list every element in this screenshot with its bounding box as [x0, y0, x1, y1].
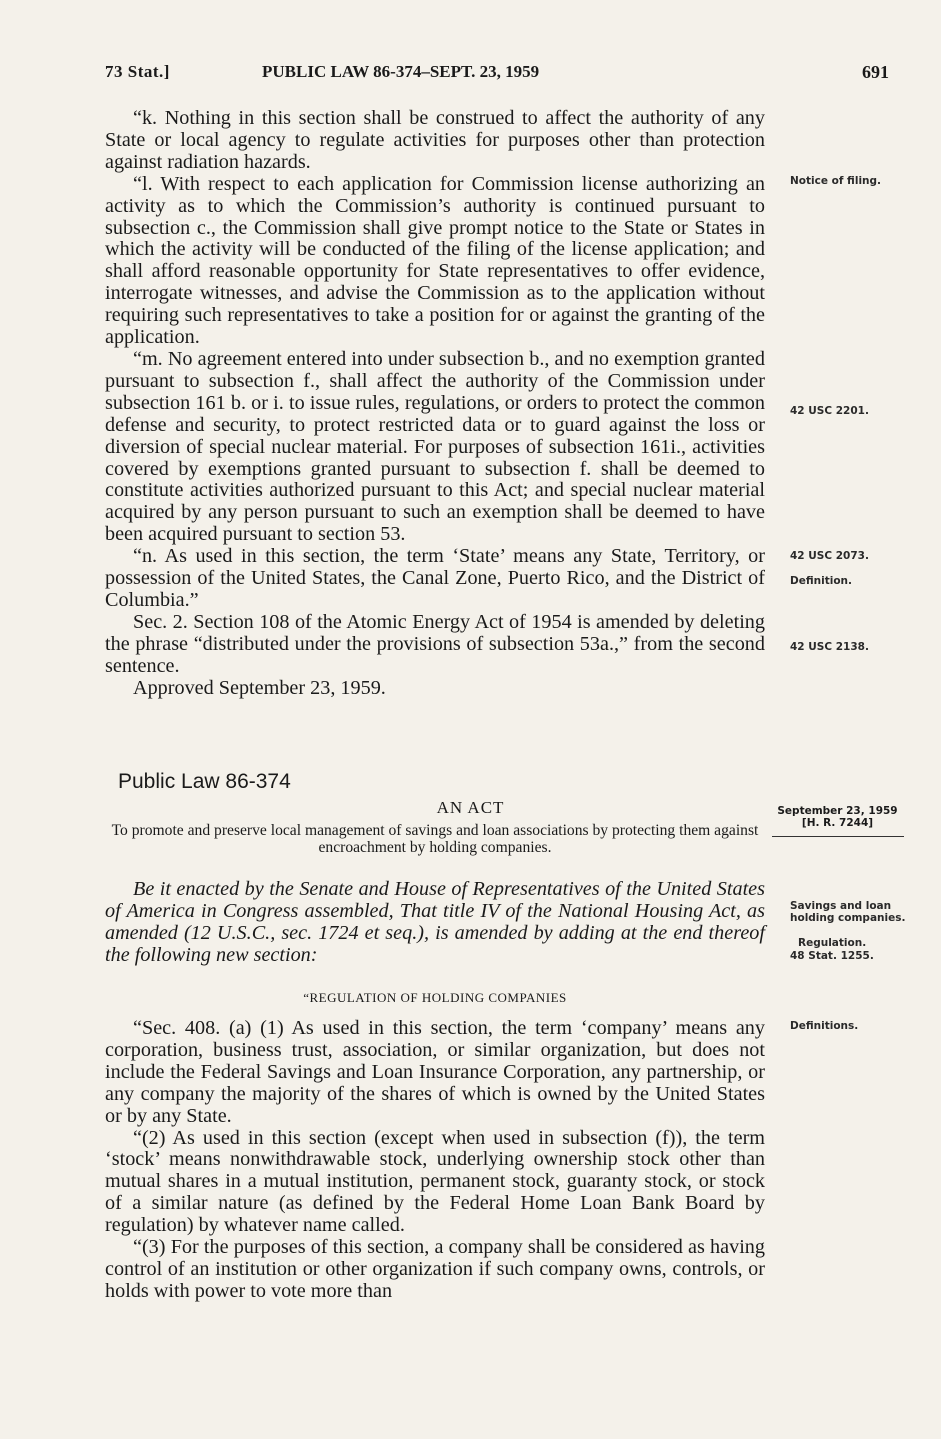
enacting-clause [105, 879, 765, 967]
paragraph-m: “m. No agreement entered into under subsection b., and no exemption granted pursuant to subsection f., shall affect the authority of the Commission under subsection 161 b. or i. to issue rules, regulations, or orders to protect the common defense and security, to protect restricted data or to guard against the loss or diversion of special nuclear material. For purposes of subsection 161i., activities covered by exemptions granted pursuant to subsection f. shall be deemed to constitute activities authorized pursuant to this Act; and special nuclear material acquired by any person pursuant to such an exemption shall be deemed to have been acquired pursuant to section 53. [105, 347, 765, 546]
stat-reference: 73 Stat.] [105, 62, 170, 81]
margin-note-42-usc-2138: 42 USC 2138. [790, 641, 869, 653]
bill-number: [H. R. 7244] [801, 817, 874, 829]
enactment-date-note [765, 805, 910, 829]
margin-note-42-usc-2201: 42 USC 2201. [790, 405, 869, 417]
margin-note-42-usc-2073: 42 USC 2073. [790, 550, 869, 562]
section-2: Sec. 2. Section 108 of the Atomic Energy Act of 1954 is amended by deleting the phrase “distributed under the provisions of subsection 53a.,” from the second sentence. [105, 610, 765, 677]
margin-note-definition: Definition. [790, 575, 852, 587]
section-heading: “REGULATION OF HOLDING COMPANIES [303, 990, 567, 1005]
paragraph-n: “n. As used in this section, the term ‘State’ means any State, Territory, or possession of the United States, the Canal Zone, Puerto Rico, and the District of Columbia.” [105, 545, 765, 611]
margin-note-regulation: Regulation. [798, 937, 867, 949]
public-law-title: Public Law 86-374 [118, 770, 291, 793]
section-408-a2: “(2) As used in this section (except when used in subsection (f)), the term ‘stock’ means nonwithdrawable stock, underlying ownership stock other than mutual shares in a mutual institution, permanent stock, guaranty stock, or stock of a similar nature (as defined by the Federal Home Loan Bank Board by regulation) by whatever name called. [105, 1126, 765, 1237]
date-rule [772, 836, 904, 837]
margin-note-notice-of-filing: Notice of filing. [790, 175, 882, 187]
enacting-clause-text: Be it enacted by the Senate and House of Representatives of the United States of America in Congress assembled, That title IV of the National Housing Act, as amended (12 U.S.C., sec. 1724 et seq.), is amended by adding at the end thereof the following new section: [105, 878, 765, 966]
body-top [105, 108, 765, 699]
approval-line: Approved September 23, 1959. [133, 676, 386, 699]
body-bottom [105, 1018, 765, 1303]
paragraph-l: “l. With respect to each application for Commission license authorizing an activity as to which the Commission’s authority is continued pursuant to subsection c., the Commission shall give prompt notice to the State or States in which the activity will be conducted of the filing of the license application; and shall afford reasonable opportunity for State representatives to offer evidence, interrogate witnesses, and advise the Commission as to the application without requiring such representatives to take a position for or against the granting of the application. [105, 172, 765, 349]
an-act-heading: AN ACT [436, 798, 505, 817]
running-title: PUBLIC LAW 86-374–SEPT. 23, 1959 [262, 62, 540, 81]
page-header [0, 62, 941, 86]
enactment-date: September 23, 1959 [777, 805, 898, 817]
page-number: 691 [862, 62, 889, 82]
section-408-a3: “(3) For the purposes of this section, a company shall be considered as having control of an institution or other organization if such company owns, controls, or holds with power to vote more than [105, 1236, 765, 1302]
paragraph-k: “k. Nothing in this section shall be construed to affect the authority of any State or local agency to regulate activities for purposes other than protection against radiation hazards. [105, 107, 765, 173]
section-408-a1: “Sec. 408. (a) (1) As used in this section, the term ‘company’ means any corporation, business trust, association, or similar organization, but does not include the Federal Savings and Loan Insurance Corporation, any partnership, or any company the majority of the shares of which is owned by the United States or by any State. [105, 1017, 765, 1127]
margin-note-48-stat: 48 Stat. 1255. [790, 950, 874, 962]
margin-note-savings-loan: Savings and loan holding companies. [790, 900, 906, 924]
act-purpose: To promote and preserve local management of savings and loan associations by protecting them against encroachment by holding companies. [111, 822, 759, 856]
margin-note-definitions: Definitions. [790, 1020, 859, 1032]
